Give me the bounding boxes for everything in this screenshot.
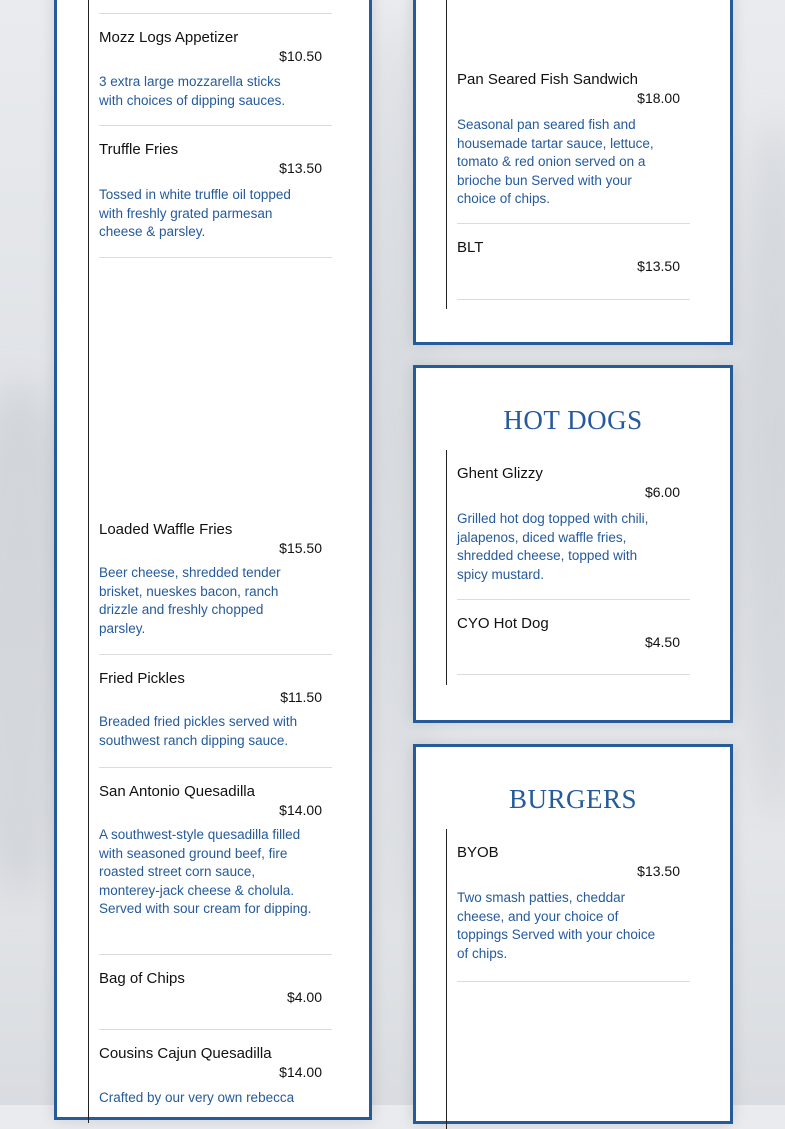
menu-item-price: $14.00 [279,802,322,818]
menu-item[interactable] [99,521,322,639]
menu-item-name: San Antonio Quesadilla [99,783,255,800]
menu-item-name: Ghent Glizzy [457,465,543,482]
menu-item-price: $4.00 [286,989,322,1005]
item-divider [457,981,690,982]
menu-item[interactable] [457,844,680,964]
item-divider [457,674,690,675]
menu-item[interactable] [457,239,680,279]
menu-item-description: Beer cheese, shredded tender brisket, nueskes bacon, ranch drizzle and freshly chopped parsley. [99,565,281,636]
item-divider [99,125,332,126]
sandwiches-panel [413,0,733,345]
item-divider [99,954,332,955]
burgers-menu-column [446,829,691,1129]
menu-item-price: $13.50 [637,258,680,274]
menu-item-name: CYO Hot Dog [457,615,549,632]
menu-item-description: Crafted by our very own rebecca [99,1090,295,1105]
menu-item[interactable] [457,615,680,655]
hot-dogs-menu-column [446,450,691,685]
menu-item-price: $13.50 [637,863,680,879]
hot-dogs-panel [413,365,733,723]
menu-item-description: Seasonal pan seared fish and housemade tartar sauce, lettuce, tomato & red onion served on a brioche bun Served with your choice of chips. [457,117,654,207]
menu-item-description: 3 extra large mozzarella sticks with choices of dipping sauces. [99,74,286,108]
menu-item-price: $6.00 [644,484,680,500]
menu-item-name: Mozz Logs Appetizer [99,29,239,46]
menu-item[interactable] [457,71,680,207]
menu-item[interactable] [99,29,322,114]
item-divider [99,13,332,14]
menu-item-name: Truffle Fries [99,141,179,158]
menu-item-price: $18.00 [637,90,680,106]
item-divider [99,1029,332,1030]
item-divider [457,223,690,224]
item-divider [457,299,690,300]
section-title: HOT DOGS [503,405,643,435]
menu-item-description: Two smash patties, cheddar cheese, and your choice of toppings Served with your choice of chips. [457,890,656,961]
menu-item-description: Grilled hot dog topped with chili, jalapenos, diced waffle fries, shredded cheese, topped with spicy mustard. [457,511,649,582]
appetizers-menu-column [88,0,329,1123]
menu-item-name: Cousins Cajun Quesadilla [99,1045,272,1062]
menu-item-name: BLT [457,239,484,256]
menu-item-name: Loaded Waffle Fries [99,521,233,538]
menu-item-name: Fried Pickles [99,670,185,687]
menu-item-name: Pan Seared Fish Sandwich [457,71,638,88]
menu-item[interactable] [99,970,322,1010]
menu-item[interactable] [99,783,322,938]
sandwiches-menu-column [446,0,691,309]
menu-item-description: Breaded fried pickles served with southwest ranch dipping sauce. [99,714,298,748]
menu-item-price: $15.50 [279,540,322,556]
menu-item-description: A southwest-style quesadilla filled with seasoned ground beef, fire roasted street corn sauce, monterey-jack cheese & cholula. Served with sour cream for dipping. [99,827,312,917]
appetizers-panel [54,0,372,1120]
menu-item-price: $13.50 [279,160,322,176]
menu-item-price: $10.50 [279,48,322,64]
background-blur [735,120,785,820]
menu-item-price: $11.50 [280,689,322,705]
menu-item-price: $14.00 [279,1064,322,1080]
menu-item-name: Bag of Chips [99,970,185,987]
item-divider [99,257,332,258]
menu-item-name: BYOB [457,844,499,861]
menu-item-description: Tossed in white truffle oil topped with freshly grated parmesan cheese & parsley. [99,187,291,240]
menu-item[interactable] [99,670,322,752]
item-divider [457,599,690,600]
menu-item[interactable] [457,465,680,585]
menu-item-price: $4.50 [644,634,680,650]
item-divider [99,767,332,768]
burgers-panel [413,744,733,1124]
menu-item[interactable] [99,141,322,241]
item-divider [99,654,332,655]
section-title: BURGERS [508,784,638,814]
